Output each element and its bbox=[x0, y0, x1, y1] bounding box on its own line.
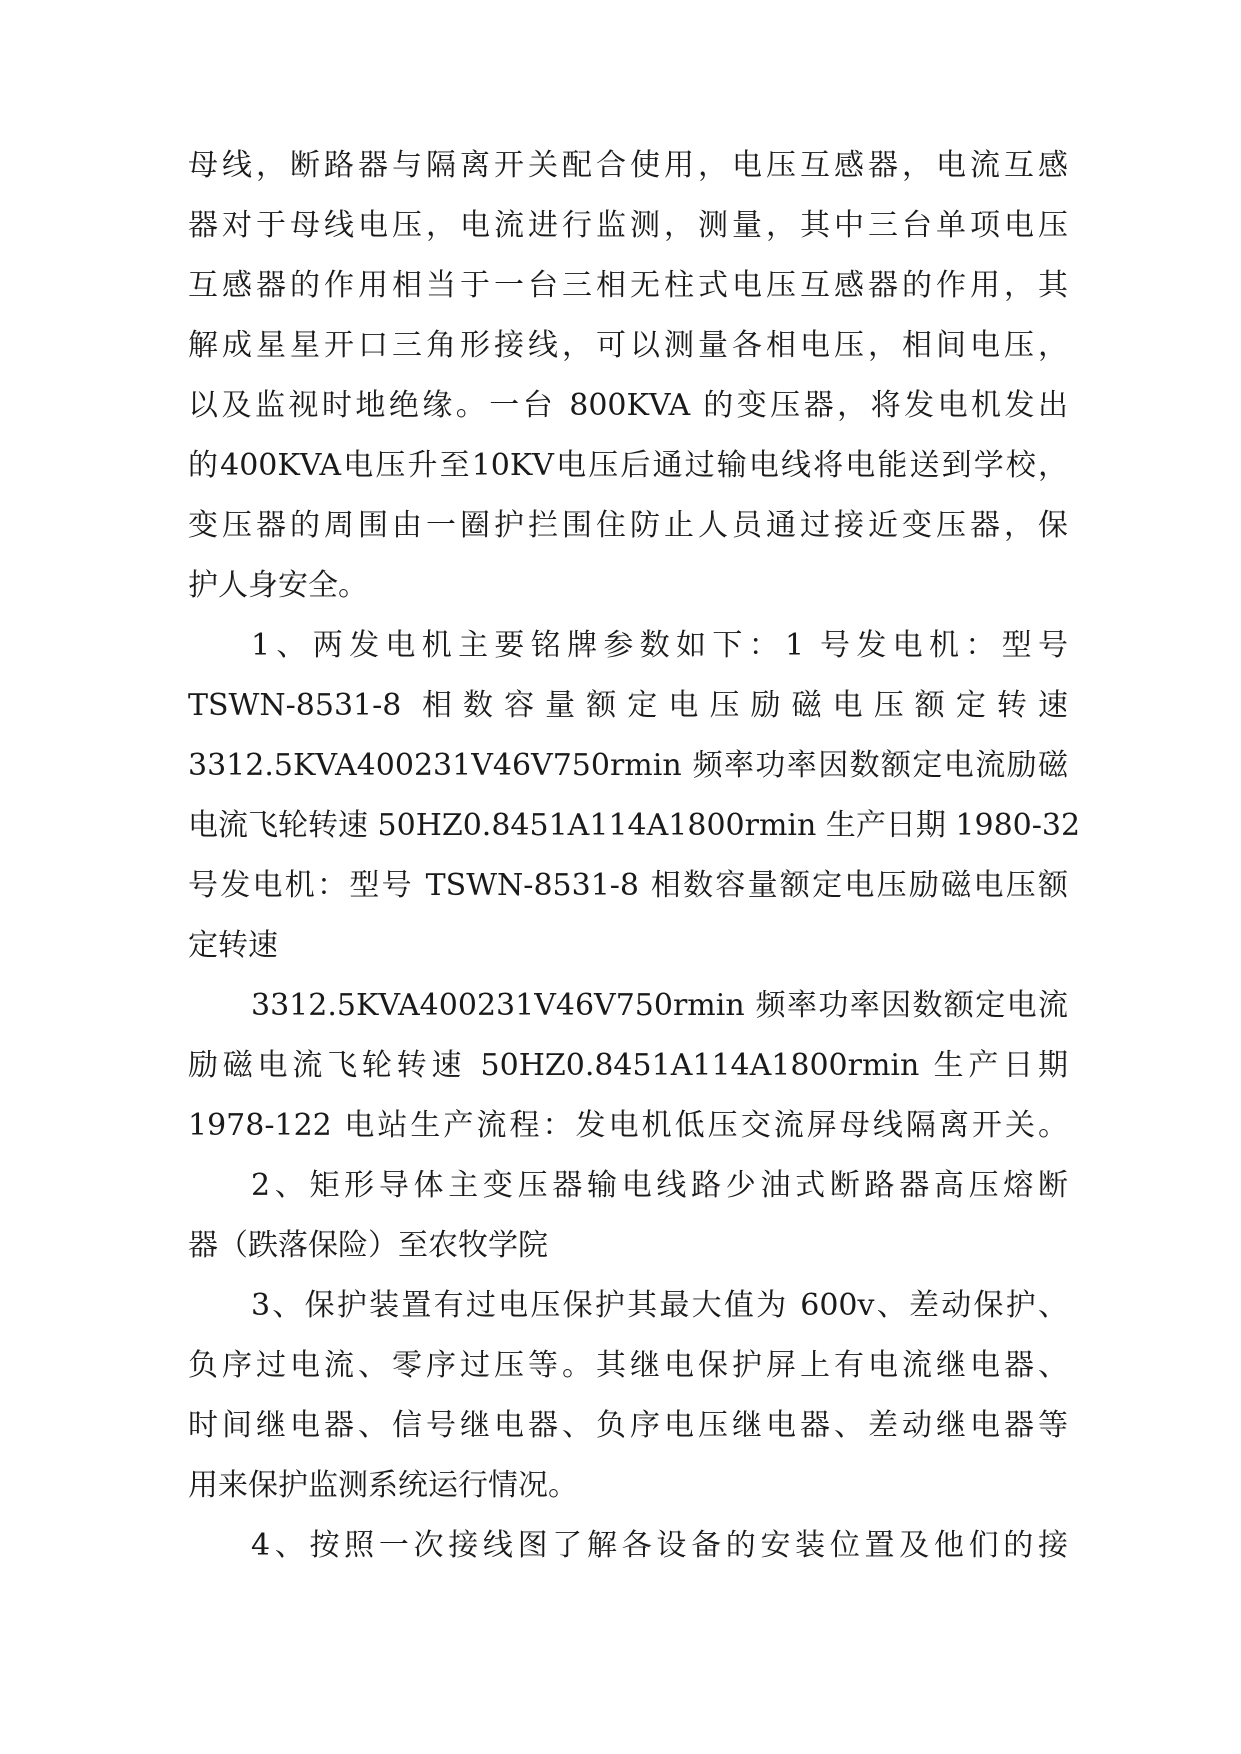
text-line: 器对于母线电压，电流进行监测，测量，其中三台单项电压 bbox=[188, 208, 1068, 243]
text-line: 4、按照一次接线图了解各设备的安装位置及他们的接 bbox=[251, 1528, 1068, 1563]
text-line: 1、两发电机主要铭牌参数如下：1 号发电机：型号 bbox=[251, 628, 1068, 663]
text-line: 号发电机：型号 TSWN-8531-8 相数容量额定电压励磁电压额 bbox=[188, 868, 1068, 903]
text-line: 护人身安全。 bbox=[188, 568, 368, 603]
text-line: 的400KVA电压升至10KV电压后通过输电线将电能送到学校， bbox=[188, 448, 1068, 483]
text-line: 母线，断路器与隔离开关配合使用，电压互感器，电流互感 bbox=[188, 148, 1068, 183]
text-line: 解成星星开口三角形接线，可以测量各相电压，相间电压， bbox=[188, 328, 1068, 363]
text-line: 1978-122 电站生产流程：发电机低压交流屏母线隔离开关。 bbox=[188, 1108, 1068, 1143]
text-line: 3312.5KVA400231V46V750rmin 频率功率因数额定电流 bbox=[251, 988, 1068, 1023]
text-line: 互感器的作用相当于一台三相无柱式电压互感器的作用，其 bbox=[188, 268, 1068, 303]
text-line: 变压器的周围由一圈护拦围住防止人员通过接近变压器，保 bbox=[188, 508, 1068, 543]
text-line: 励磁电流飞轮转速 50HZ0.8451A114A1800rmin 生产日期 bbox=[188, 1048, 1068, 1083]
text-line: 负序过电流、零序过压等。其继电保护屏上有电流继电器、 bbox=[188, 1348, 1068, 1383]
text-line: 电流飞轮转速 50HZ0.8451A114A1800rmin 生产日期 1980-32 bbox=[188, 808, 1081, 843]
text-line: 器（跌落保险）至农牧学院 bbox=[188, 1228, 548, 1263]
text-line: 3312.5KVA400231V46V750rmin 频率功率因数额定电流励磁 bbox=[188, 748, 1068, 783]
text-line: 定转速 bbox=[188, 928, 278, 963]
text-line: 3、保护装置有过电压保护其最大值为 600v、差动保护、 bbox=[251, 1288, 1068, 1323]
text-line: TSWN-8531-8 相数容量额定电压励磁电压额定转速 bbox=[188, 688, 1068, 723]
text-line: 2、矩形导体主变压器输电线路少油式断路器高压熔断 bbox=[251, 1168, 1068, 1203]
text-line: 时间继电器、信号继电器、负序电压继电器、差动继电器等 bbox=[188, 1408, 1068, 1443]
text-line: 用来保护监测系统运行情况。 bbox=[188, 1468, 578, 1503]
text-line: 以及监视时地绝缘。一台 800KVA 的变压器，将发电机发出 bbox=[188, 388, 1068, 423]
